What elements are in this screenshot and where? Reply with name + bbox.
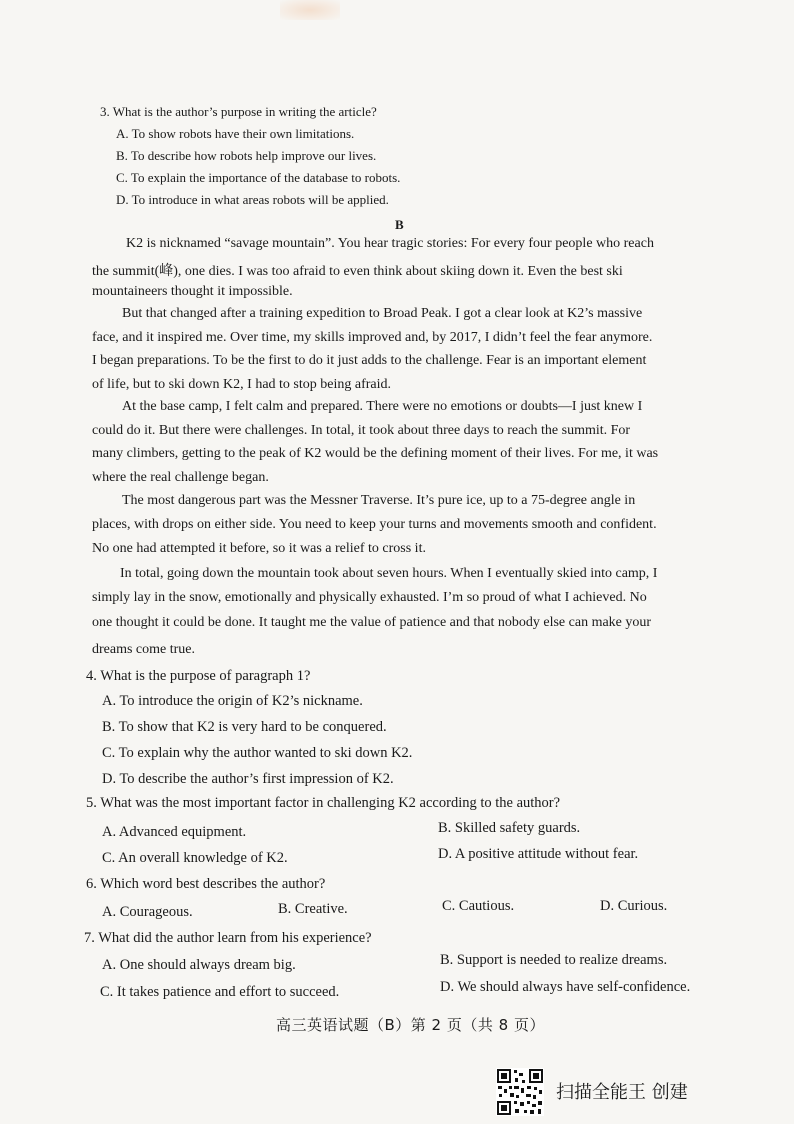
q3-option-c[interactable]: C. To explain the importance of the database to robots.	[116, 170, 401, 185]
q6-option-c[interactable]: C. Cautious.	[442, 898, 515, 914]
q7-option-a[interactable]: A. One should always dream big.	[102, 957, 296, 973]
page-footer: 高三英语试题（B）第 2 页（共 8 页）	[276, 1016, 545, 1034]
q7-option-c[interactable]: C. It takes patience and effort to succeed.	[100, 984, 340, 1000]
passage-line: where the real challenge began.	[92, 470, 269, 485]
q6-option-a[interactable]: A. Courageous.	[102, 904, 193, 920]
passage-line: places, with drops on either side. You need to keep your turns and movements smooth and confident.	[92, 517, 657, 532]
passage-line: one thought it could be done. It taught me the value of patience and that nobody else can make your	[92, 615, 652, 630]
passage-line: the summit(峰), one dies. I was too afraid to even think about skiing down it. Even the best ski	[92, 264, 623, 279]
passage-line: K2 is nicknamed “savage mountain”. You hear tragic stories: For every four people who reach	[126, 236, 654, 251]
question-7: 7. What did the author learn from his experience?	[84, 930, 372, 946]
q4-option-d[interactable]: D. To describe the author’s first impression of K2.	[102, 771, 394, 787]
passage-line: face, and it inspired me. Over time, my skills improved and, by 2017, I didn’t feel the fear anymore.	[92, 330, 653, 345]
passage-line: of life, but to ski down K2, I had to stop being afraid.	[92, 377, 392, 392]
passage-line: But that changed after a training expedition to Broad Peak. I got a clear look at K2’s massive	[122, 306, 643, 321]
passage-line: In total, going down the mountain took about seven hours. When I eventually skied into camp, I	[120, 566, 658, 581]
q4-option-c[interactable]: C. To explain why the author wanted to ski down K2.	[102, 745, 413, 761]
passage-line: The most dangerous part was the Messner Traverse. It’s pure ice, up to a 75-degree angle in	[122, 493, 636, 508]
scanner-watermark: 扫描全能王 创建	[556, 1082, 688, 1103]
q6-option-b[interactable]: B. Creative.	[278, 901, 348, 917]
passage-line: dreams come true.	[92, 642, 196, 657]
q4-option-b[interactable]: B. To show that K2 is very hard to be conquered.	[102, 719, 387, 735]
question-3: 3. What is the author’s purpose in writing the article?	[100, 104, 377, 119]
q5-option-a[interactable]: A. Advanced equipment.	[102, 824, 247, 840]
question-4: 4. What is the purpose of paragraph 1?	[86, 668, 311, 684]
ink-smudge	[280, 0, 340, 20]
q3-option-b[interactable]: B. To describe how robots help improve our lives.	[116, 148, 377, 163]
q7-option-d[interactable]: D. We should always have self-confidence.	[440, 979, 691, 995]
passage-line: At the base camp, I felt calm and prepared. There were no emotions or doubts—I just knew I	[122, 399, 643, 414]
passage-line: I began preparations. To be the first to do it just adds to the challenge. Fear is an important element	[92, 353, 647, 368]
q3-option-a[interactable]: A. To show robots have their own limitations.	[116, 126, 355, 141]
q5-option-c[interactable]: C. An overall knowledge of K2.	[102, 850, 288, 866]
qr-code-icon	[496, 1068, 544, 1116]
q6-option-d[interactable]: D. Curious.	[600, 898, 668, 914]
question-5: 5. What was the most important factor in challenging K2 according to the author?	[86, 795, 561, 811]
passage-line: many climbers, getting to the peak of K2 would be the defining moment of their lives. For me, it was	[92, 446, 659, 461]
q3-option-d[interactable]: D. To introduce in what areas robots will be applied.	[116, 192, 389, 207]
q5-option-d[interactable]: D. A positive attitude without fear.	[438, 846, 639, 862]
passage-line: mountaineers thought it impossible.	[92, 284, 293, 299]
section-label: B	[395, 217, 404, 232]
question-6: 6. Which word best describes the author?	[86, 876, 326, 892]
q5-option-b[interactable]: B. Skilled safety guards.	[438, 820, 581, 836]
passage-line: simply lay in the snow, emotionally and physically exhausted. I’m so proud of what I achieved. No	[92, 590, 647, 605]
passage-line: No one had attempted it before, so it was a relief to cross it.	[92, 541, 426, 556]
passage-line: could do it. But there were challenges. In total, it took about three days to reach the summit. For	[92, 423, 631, 438]
q7-option-b[interactable]: B. Support is needed to realize dreams.	[440, 952, 668, 968]
q4-option-a[interactable]: A. To introduce the origin of K2’s nickname.	[102, 693, 363, 709]
